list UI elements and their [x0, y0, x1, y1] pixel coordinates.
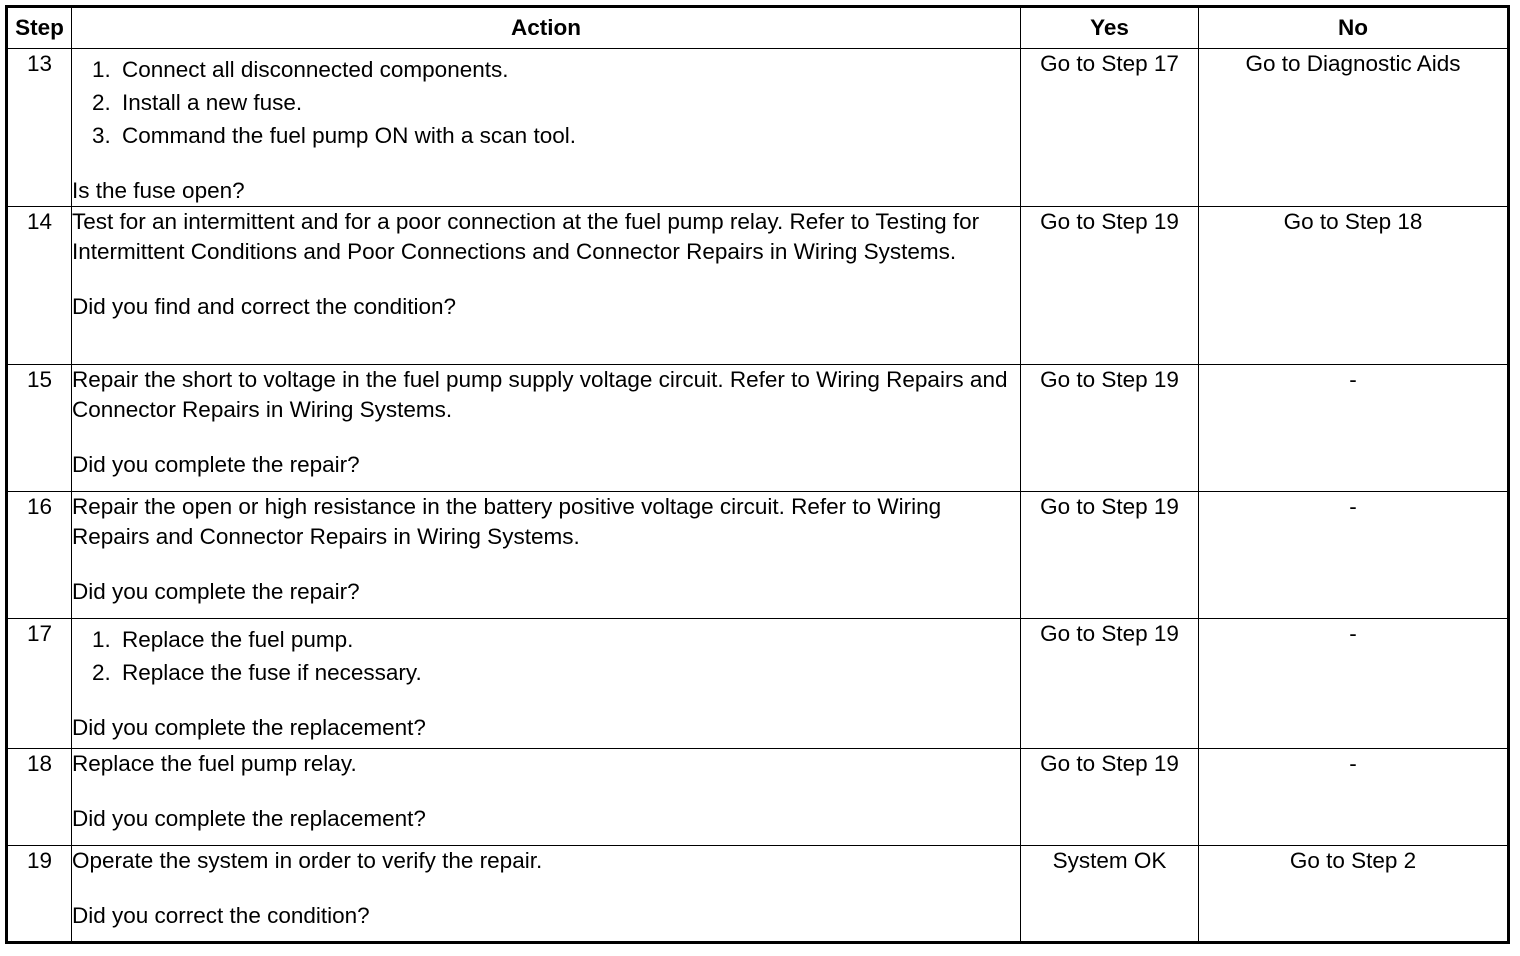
no-result: - — [1199, 749, 1509, 846]
list-item — [92, 53, 1020, 86]
action-cell — [72, 619, 1021, 749]
yes-result: Go to Step 19 — [1021, 207, 1199, 365]
action-text: Operate the system in order to verify the repair. — [72, 848, 543, 873]
list-number: 2. — [92, 90, 111, 115]
no-result: Go to Step 18 — [1199, 207, 1509, 365]
spacer — [72, 152, 1020, 176]
yes-result: Go to Step 19 — [1021, 619, 1199, 749]
table-row — [7, 749, 1509, 846]
yes-result: Go to Step 19 — [1021, 749, 1199, 846]
action-text: Repair the open or high resistance in the battery positive voltage circuit. Refer to Wiring Repairs and Connector Repairs in Wiring Systems. — [72, 494, 942, 549]
no-result: - — [1199, 365, 1509, 492]
list-item-text: Replace the fuse if necessary. — [122, 660, 422, 685]
question-text: Did you complete the replacement? — [72, 806, 426, 831]
list-item — [92, 119, 1020, 152]
yes-result: Go to Step 19 — [1021, 365, 1199, 492]
header-action: Action — [72, 7, 1021, 49]
action-cell — [72, 365, 1021, 492]
question-text: Did you complete the repair? — [72, 452, 360, 477]
table-row — [7, 365, 1509, 492]
list-item — [92, 86, 1020, 119]
yes-result: System OK — [1021, 846, 1199, 943]
action-text: Test for an intermittent and for a poor connection at the fuel pump relay. Refer to Testing for Intermittent Conditions and Poor Connections and Connector Repairs in Wiring Systems. — [72, 209, 980, 264]
action-cell — [72, 492, 1021, 619]
header-yes: Yes — [1021, 7, 1199, 49]
action-cell — [72, 846, 1021, 943]
step-number: 13 — [7, 49, 72, 207]
list-number: 3. — [92, 123, 111, 148]
no-result: Go to Step 2 — [1199, 846, 1509, 943]
spacer — [72, 876, 1020, 901]
action-cell — [72, 49, 1021, 207]
yes-result: Go to Step 17 — [1021, 49, 1199, 207]
question-text: Did you correct the condition? — [72, 903, 370, 928]
action-steps-list — [72, 53, 1020, 152]
spacer — [72, 689, 1020, 713]
list-item-text: Command the fuel pump ON with a scan tool. — [122, 123, 576, 148]
spacer — [72, 552, 1020, 577]
step-number: 16 — [7, 492, 72, 619]
action-text: Replace the fuel pump relay. — [72, 751, 357, 776]
list-number: 1. — [92, 627, 111, 652]
action-cell — [72, 207, 1021, 365]
list-item-text: Connect all disconnected components. — [122, 57, 509, 82]
action-cell — [72, 749, 1021, 846]
table-row — [7, 846, 1509, 943]
action-text: Repair the short to voltage in the fuel pump supply voltage circuit. Refer to Wiring Repairs and Connector Repairs in Wiring Systems. — [72, 367, 1008, 422]
header-step: Step — [7, 7, 72, 49]
table-row — [7, 207, 1509, 365]
spacer — [72, 779, 1020, 804]
diagnostic-table — [5, 5, 1510, 944]
question-text: Is the fuse open? — [72, 178, 245, 203]
question-text: Did you find and correct the condition? — [72, 294, 456, 319]
no-result: Go to Diagnostic Aids — [1199, 49, 1509, 207]
header-row — [7, 7, 1509, 49]
step-number: 15 — [7, 365, 72, 492]
no-result: - — [1199, 619, 1509, 749]
question-text: Did you complete the replacement? — [72, 715, 426, 740]
spacer — [72, 425, 1020, 450]
spacer — [72, 267, 1020, 292]
step-number: 18 — [7, 749, 72, 846]
list-item — [92, 656, 1020, 689]
step-number: 19 — [7, 846, 72, 943]
action-steps-list — [72, 623, 1020, 689]
step-number: 14 — [7, 207, 72, 365]
table-row — [7, 492, 1509, 619]
table-row — [7, 619, 1509, 749]
list-item — [92, 623, 1020, 656]
list-item-text: Install a new fuse. — [122, 90, 303, 115]
list-item-text: Replace the fuel pump. — [122, 627, 354, 652]
header-no: No — [1199, 7, 1509, 49]
list-number: 1. — [92, 57, 111, 82]
no-result: - — [1199, 492, 1509, 619]
step-number: 17 — [7, 619, 72, 749]
question-text: Did you complete the repair? — [72, 579, 360, 604]
list-number: 2. — [92, 660, 111, 685]
table-row — [7, 49, 1509, 207]
yes-result: Go to Step 19 — [1021, 492, 1199, 619]
